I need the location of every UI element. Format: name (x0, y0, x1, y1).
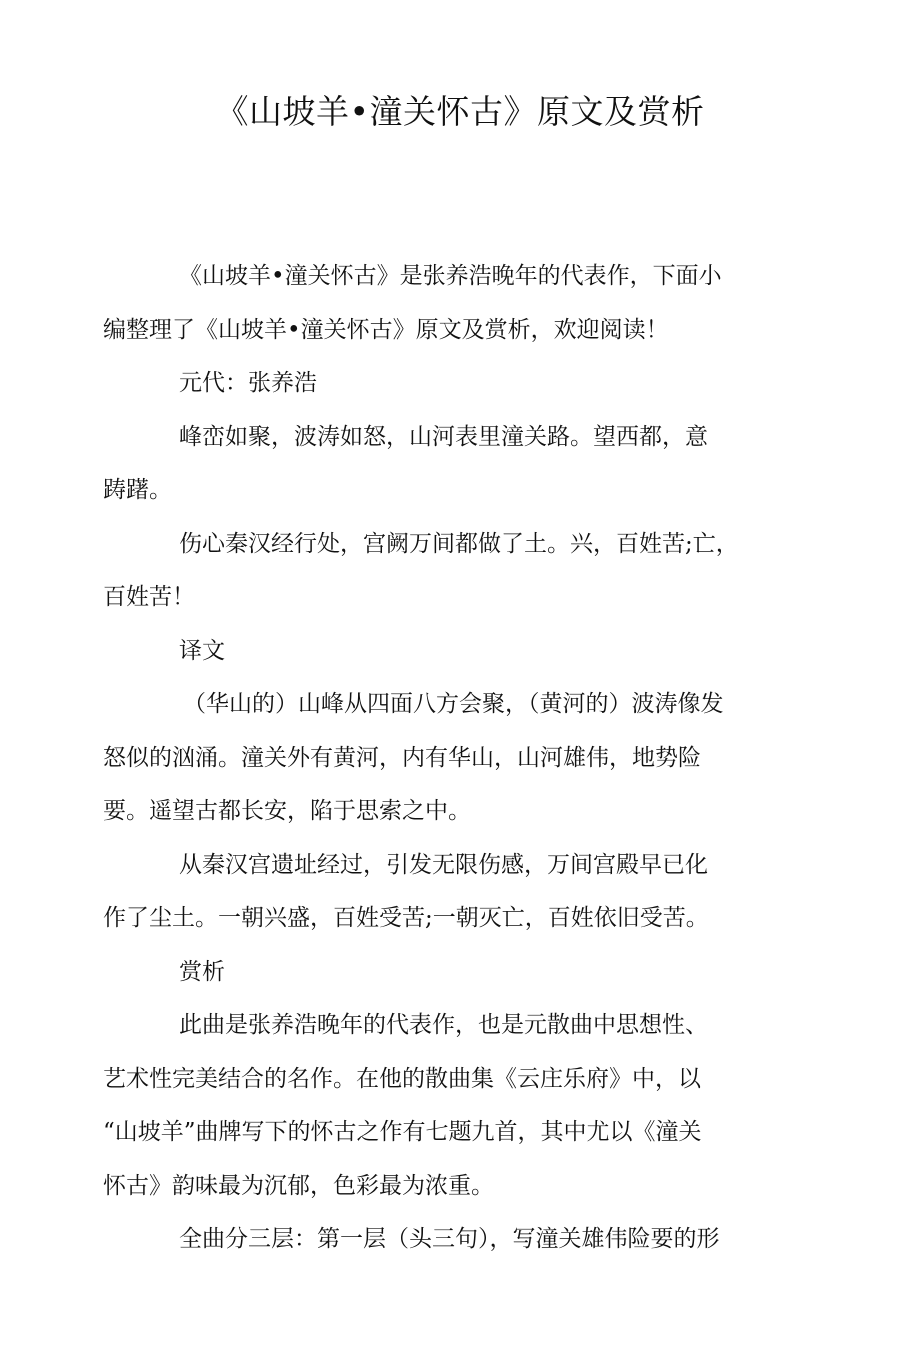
appreciation-p1-line-2: 艺术性完美结合的名作。在他的散曲集《云庄乐府》中，以 (103, 1065, 701, 1092)
poem-stanza2-line-2: 百姓苦！ (103, 584, 195, 610)
translation-p1-line-1: （华山的）山峰从四面八方会聚，（黄河的）波涛像发 (183, 691, 724, 717)
translation-p2-line-1: 从秦汉宫遗址经过，引发无限伤感，万间宫殿早已化 (179, 851, 708, 878)
translation-heading: 译文 (179, 637, 225, 664)
poem-stanza1-line-2: 踌躇。 (103, 477, 172, 503)
appreciation-heading: 赏析 (179, 958, 225, 985)
intro-line-2: 编整理了《山坡羊•潼关怀古》原文及赏析，欢迎阅读！ (103, 316, 669, 343)
document-body (103, 250, 793, 1267)
appreciation-p1-line-4: 怀古》韵味最为沉郁，色彩最为浓重。 (103, 1172, 494, 1199)
poem-author: 元代：张养浩 (179, 370, 317, 396)
appreciation-p1-line-3: “山坡羊”曲牌写下的怀古之作有七题九首，其中尤以《潼关 (103, 1119, 702, 1145)
translation-p1-line-3: 要。遥望古都长安，陷于思索之中。 (103, 798, 471, 824)
translation-p2-line-2: 作了尘土。一朝兴盛，百姓受苦;一朝灭亡，百姓依旧受苦。 (103, 905, 709, 931)
intro-line-1: 《山坡羊•潼关怀古》是张养浩晚年的代表作，下面小 (179, 263, 722, 289)
appreciation-p1-line-1: 此曲是张养浩晚年的代表作，也是元散曲中思想性、 (179, 1012, 708, 1038)
poem-stanza1-line-1: 峰峦如聚，波涛如怒，山河表里潼关路。望西都，意 (179, 423, 708, 450)
translation-p1-line-2: 怒似的汹涌。潼关外有黄河，内有华山，山河雄伟，地势险 (103, 744, 701, 771)
document-title: 《山坡羊•潼关怀古》原文及赏析 (215, 92, 705, 131)
appreciation-p2-line-1: 全曲分三层：第一层（头三句），写潼关雄伟险要的形 (179, 1226, 720, 1252)
poem-stanza2-line-1: 伤心秦汉经行处，宫阙万间都做了土。兴，百姓苦;亡， (179, 530, 739, 557)
